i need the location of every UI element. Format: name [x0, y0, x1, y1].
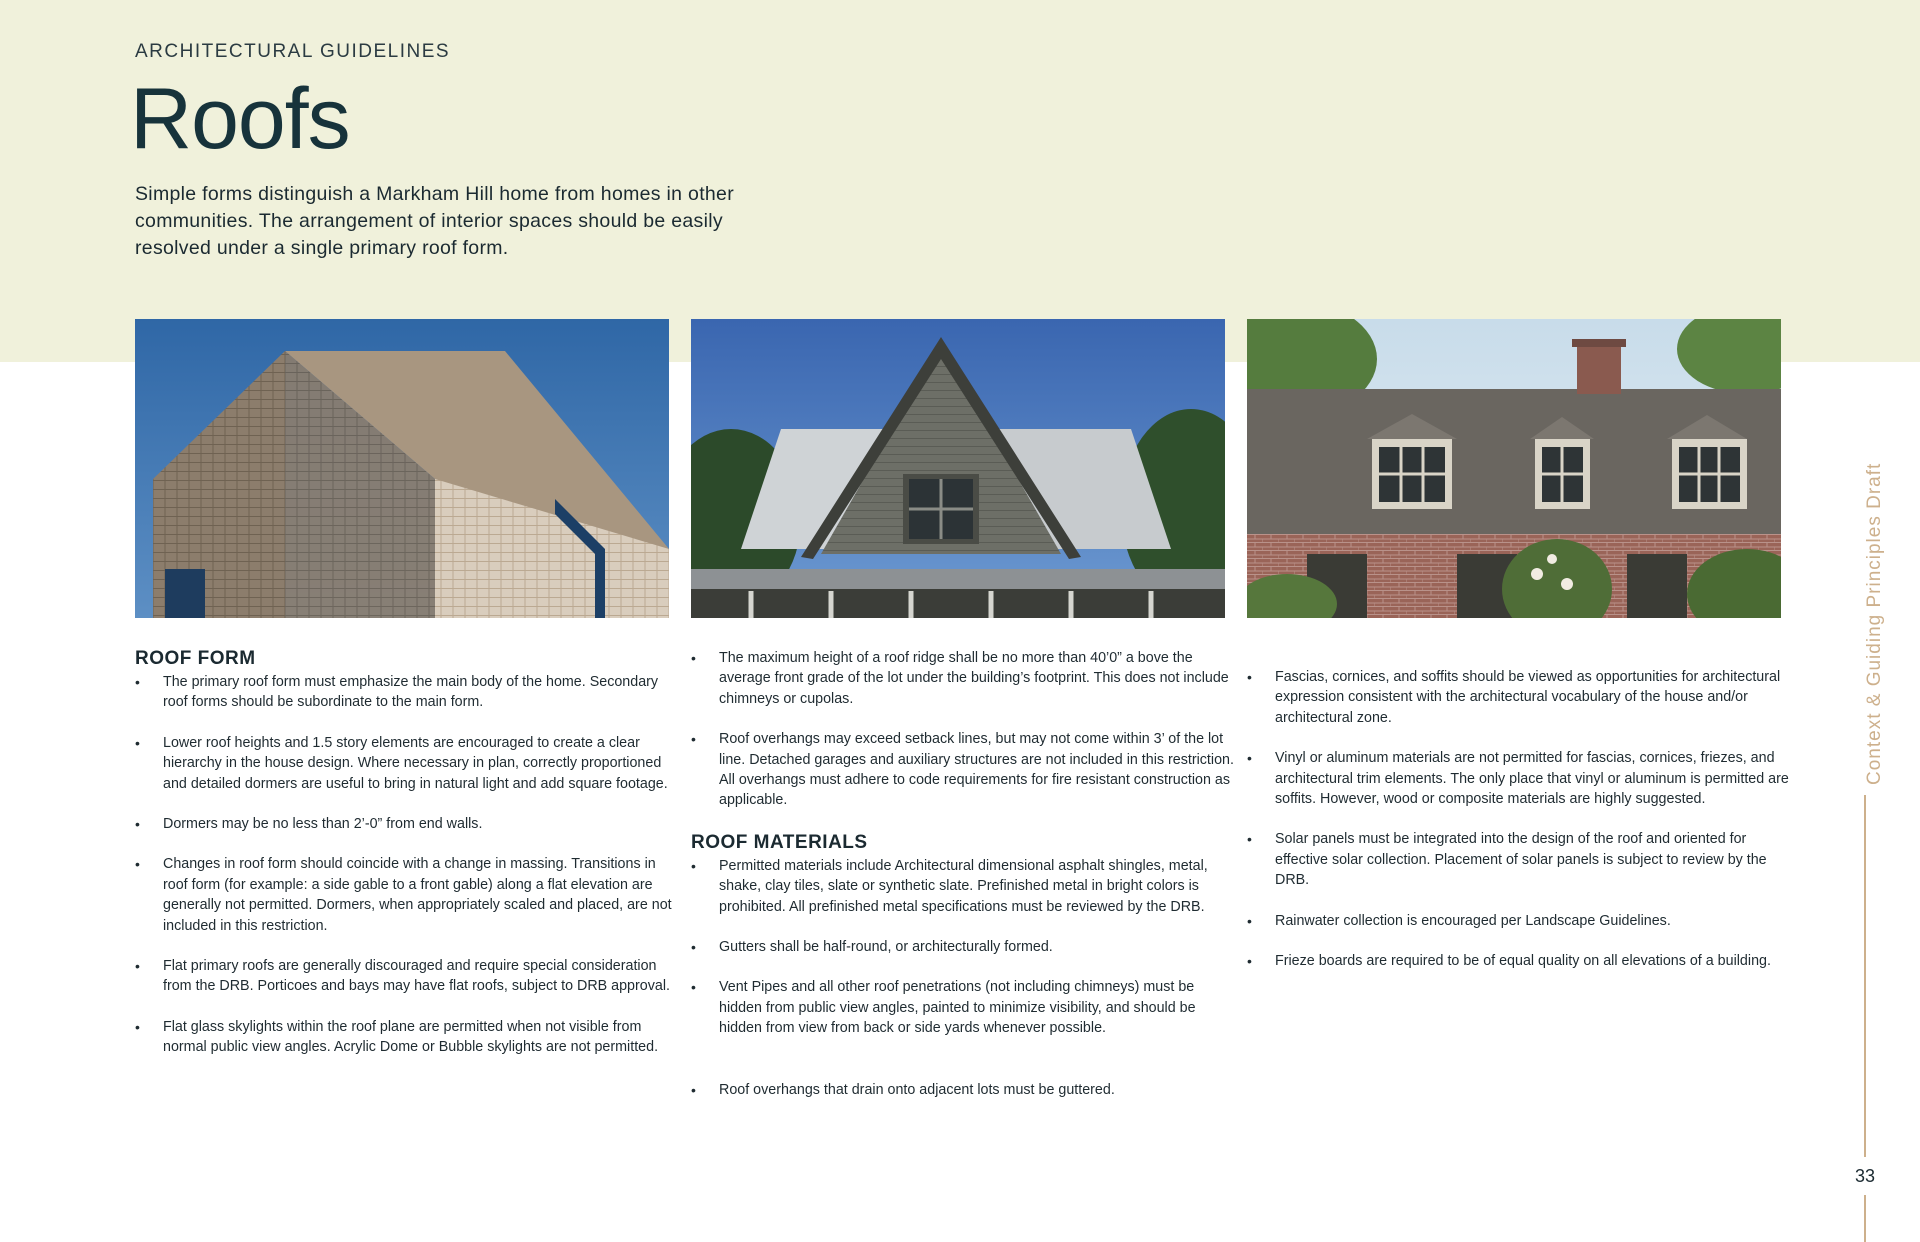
list-item: • Changes in roof form should coincide with a change in massing. Transitions in roof form (for example: a side gable to a front gable) along a flat elevation are generally not permitted. Dormers, when appropriately scaled and placed, are not included in this restriction.: [135, 854, 680, 936]
roof-form-list: [135, 672, 680, 1058]
section-eyebrow: ARCHITECTURAL GUIDELINES: [135, 41, 451, 62]
page-number: 33: [1854, 1166, 1876, 1186]
roof-height-materials-column: [691, 648, 1236, 1120]
roof-form-column: [135, 648, 680, 1078]
trim-details-list: [1247, 667, 1792, 971]
roof-materials-list: [691, 856, 1236, 1100]
list-item: • Lower roof heights and 1.5 story elements are encouraged to create a clear hierarchy in the house design. Where necessary in plan, correctly proportioned and detailed dormers are useful to bring in natural light and add square footage.: [135, 733, 680, 794]
list-item: • Frieze boards are required to be of equal quality on all elevations of a building.: [1247, 951, 1792, 971]
side-section-label: Context & Guiding Principles Draft: [1864, 462, 1885, 785]
side-divider-line: [1864, 795, 1866, 1157]
list-item: • Flat primary roofs are generally discouraged and require special consideration from the DRB. Porticoes and bays may have flat roofs, subject to DRB approval.: [135, 956, 680, 997]
trim-details-column: [1247, 667, 1792, 991]
roof-height-list: [691, 648, 1236, 811]
list-item: • Dormers may be no less than 2’-0” from end walls.: [135, 814, 680, 834]
metal-roof-gable-house-photo: [691, 319, 1225, 618]
list-item: • Gutters shall be half-round, or architecturally formed.: [691, 937, 1236, 957]
shingle-gable-house-photo: [135, 319, 669, 618]
list-item: • Permitted materials include Architectural dimensional asphalt shingles, metal, shake, clay tiles, slate or synthetic slate. Prefinished metal in bright colors is prohibited. All prefinished metal specifications must be reviewed by the DRB.: [691, 856, 1236, 917]
list-item: • The primary roof form must emphasize the main body of the home. Secondary roof forms should be subordinate to the main form.: [135, 672, 680, 713]
list-item: • Fascias, cornices, and soffits should be viewed as opportunities for architectural expression consistent with the architectural vocabulary of the house and/or architectural zone.: [1247, 667, 1792, 728]
roof-materials-heading: ROOF MATERIALS: [691, 831, 868, 853]
list-item: • The maximum height of a roof ridge shall be no more than 40’0” a bove the average front grade of the lot under the building’s footprint. This does not include chimneys or cupolas.: [691, 648, 1236, 709]
list-item: • Flat glass skylights within the roof plane are permitted when not visible from normal public view angles. Acrylic Dome or Bubble skylights are not permitted.: [135, 1017, 680, 1058]
list-item: • Rainwater collection is encouraged per Landscape Guidelines.: [1247, 911, 1792, 931]
brick-house-dormers-photo: [1247, 319, 1781, 618]
list-item: • Solar panels must be integrated into the design of the roof and oriented for effective solar collection. Placement of solar panels is subject to review by the DRB.: [1247, 829, 1792, 890]
list-item: • Vinyl or aluminum materials are not permitted for fascias, cornices, friezes, and architectural trim elements. The only place that vinyl or aluminum is permitted are soffits. However, wood or composite materials are highly suggested.: [1247, 748, 1792, 809]
page-title: Roofs: [130, 71, 350, 167]
roof-form-heading: ROOF FORM: [135, 648, 256, 669]
intro-paragraph: Simple forms distinguish a Markham Hill home from homes in other communities. The arrangement of interior spaces should be easily resolved under a single primary roof form.: [135, 183, 734, 259]
list-item: • Roof overhangs may exceed setback lines, but may not come within 3’ of the lot line. Detached garages and auxiliary structures are not included in this restriction. All overhangs must adhere to code requirements for fire resistant construction as applicable.: [691, 729, 1236, 811]
list-item: • Roof overhangs that drain onto adjacent lots must be guttered.: [691, 1080, 1236, 1100]
list-item: • Vent Pipes and all other roof penetrations (not including chimneys) must be hidden from public view angles, painted to minimize visibility, and should be hidden from view from back or side yards whenever possible.: [691, 977, 1236, 1038]
side-divider-line: [1864, 1195, 1866, 1242]
